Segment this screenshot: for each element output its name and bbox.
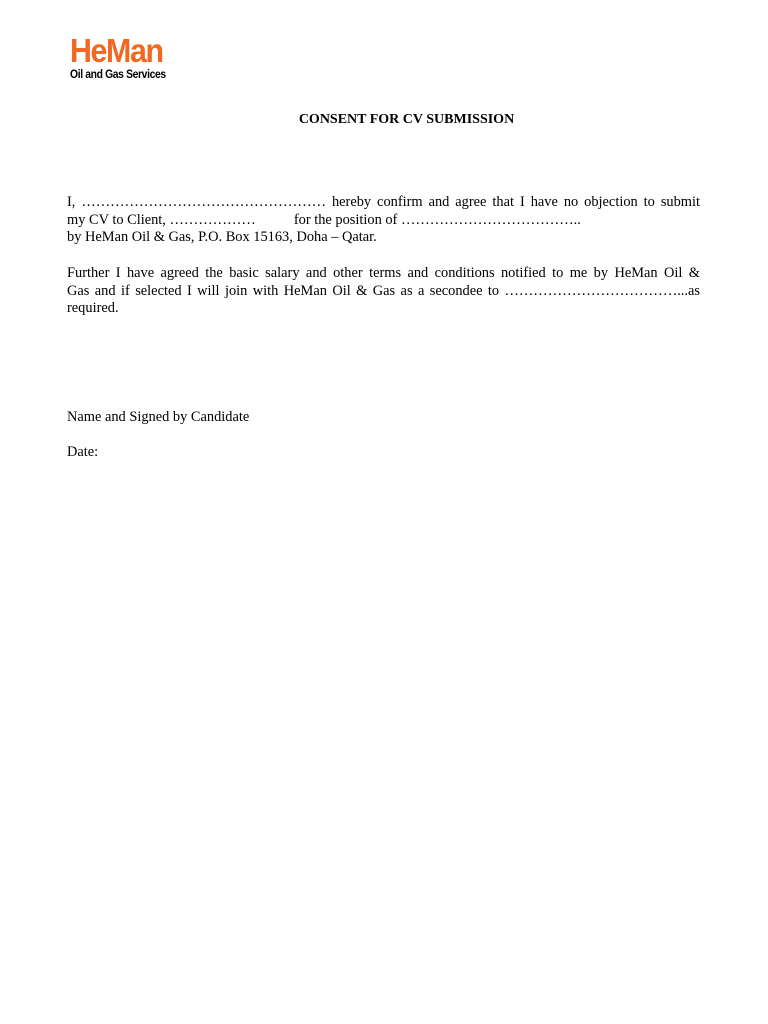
paragraph-2-line-3: required.	[67, 300, 119, 316]
consent-paragraph-2	[67, 265, 700, 318]
paragraph-2-line-2: Gas and if selected I will join with HeMan Oil & Gas as a secondee to ………………………………...as	[67, 282, 700, 299]
logo-brand-text: HeMan	[70, 32, 163, 69]
consent-paragraph-1	[67, 194, 700, 247]
logo-tagline: Oil and Gas Services	[70, 69, 166, 81]
document-title: CONSENT FOR CV SUBMISSION	[298, 112, 515, 127]
signature-label: Name and Signed by Candidate	[67, 409, 250, 425]
paragraph-1-line-3: by HeMan Oil & Gas, P.O. Box 15163, Doha – Qatar.	[67, 229, 377, 245]
date-label: Date:	[67, 444, 99, 460]
paragraph-1-line-2	[67, 212, 700, 230]
paragraph-1-line-1: I, …………………………………………… hereby confirm and agree that I have no objection to submit	[67, 194, 700, 210]
company-logo	[70, 34, 182, 92]
client-field: my CV to Client, ………………	[67, 211, 256, 228]
paragraph-2-line-1: Further I have agreed the basic salary and other terms and conditions notified to me by HeMan Oil &	[67, 265, 700, 281]
position-field: for the position of ………………………………..	[293, 211, 581, 228]
